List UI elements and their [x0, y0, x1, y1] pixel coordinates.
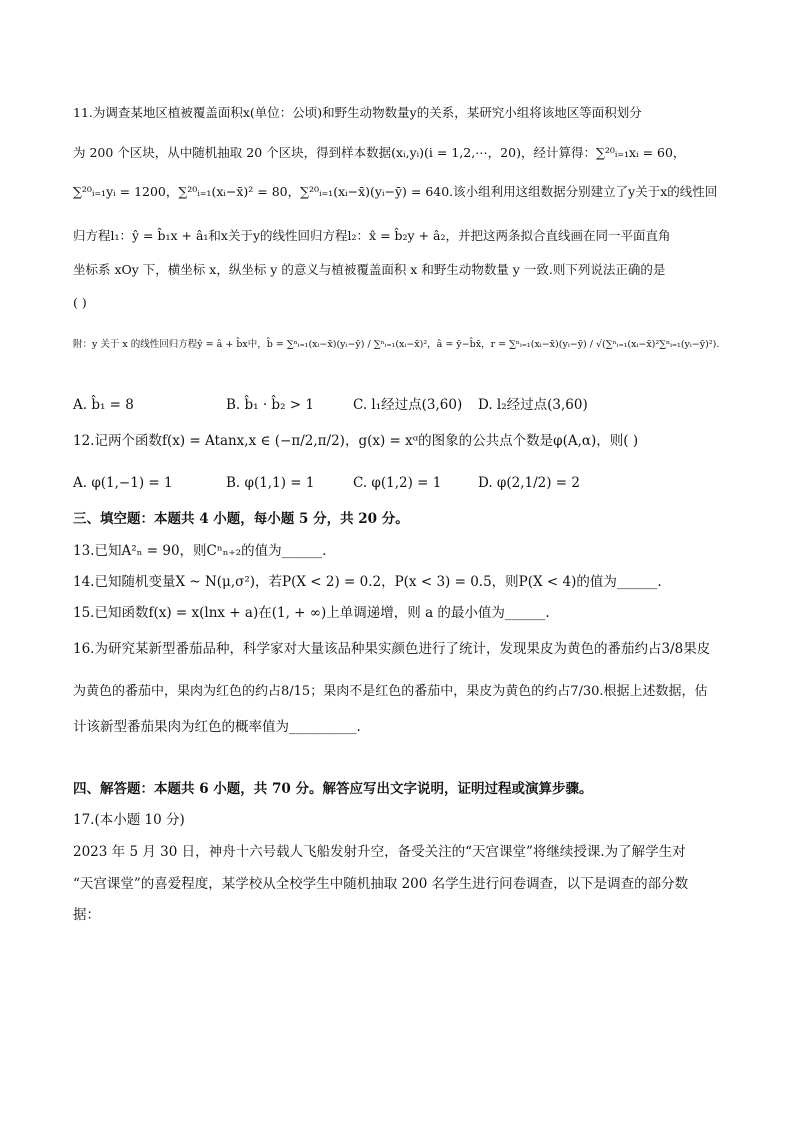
- q12-option-a[interactable]: A. φ(1,−1) = 1: [73, 475, 173, 491]
- section-4-title: 四、解答题：本题共 6 小题，共 70 分。解答应写出文字说明，证明过程或演算步骤。: [73, 781, 593, 797]
- question-16-line-1: 16.为研究某新型番茄品种，科学家对大量该品种果实颜色进行了统计，发现果皮为黄色的番茄约占3/8果皮: [73, 641, 711, 657]
- question-17-line-2: “天宫课堂”的喜爱程度，某学校从全校学生中随机抽取 200 名学生进行问卷调查，以下是调查的部分数: [73, 876, 689, 892]
- q12-options: [73, 474, 733, 492]
- question-13: 13.已知A²ₙ = 90，则Cⁿₙ₊₂的值为______.: [73, 543, 327, 559]
- q11-option-b[interactable]: B. b̂₁ · b̂₂ > 1: [226, 397, 314, 413]
- question-17-heading: 17.(本小题 10 分): [73, 812, 185, 828]
- question-15: 15.已知函数f(x) = x(lnx + a)在(1, + ∞)上单调递增，则 a 的最小值为______.: [73, 605, 550, 621]
- q12-option-b[interactable]: B. φ(1,1) = 1: [226, 475, 315, 491]
- q12-option-c[interactable]: C. φ(1,2) = 1: [353, 475, 442, 491]
- q11-option-d[interactable]: D. l₂经过点(3,60): [478, 397, 588, 413]
- q11-option-a[interactable]: A. b̂₁ = 8: [73, 397, 134, 413]
- question-16-line-2: 为黄色的番茄中，果肉为红色的约占8/15；果肉不是红色的番茄中，果皮为黄色的约占7/30.根据上述数据，估: [73, 684, 708, 699]
- q11-option-c[interactable]: C. l₁经过点(3,60): [353, 397, 463, 413]
- question-16-line-3: 计该新型番茄果肉为红色的概率值为__________.: [73, 719, 361, 735]
- question-11: [73, 104, 723, 310]
- question-14: 14.已知随机变量X ~ N(μ,σ²)，若P(X < 2) = 0.2，P(x < 3) = 0.5，则P(X < 4)的值为______.: [73, 574, 662, 590]
- q11-line-4: 归方程l₁：ŷ = b̂₁x + â₁和x关于y的线性回归方程l₂：x̂ = b̂₂y + â₂，并把这两条拟合直线画在同一平面直角: [73, 228, 671, 243]
- q11-line-2: 为 200 个区块，从中随机抽取 20 个区块，得到样本数据(xᵢ,yᵢ)(i = 1,2,⋯，20)，经计算得：∑²⁰ᵢ₌₁xᵢ = 60，: [73, 145, 686, 160]
- section-3-title: 三、填空题：本题共 4 小题，每小题 5 分，共 20 分。: [73, 511, 409, 527]
- question-12-stem: 12.记两个函数f(x) = Atanx,x ∈ (−π/2,π/2)，g(x) = xᵅ的图象的公共点个数是φ(A,α)，则( ): [73, 433, 639, 449]
- q12-option-d[interactable]: D. φ(2,1/2) = 2: [478, 475, 581, 491]
- q11-line-1: 11.为调查某地区植被覆盖面积x(单位：公顷)和野生动物数量y的关系，某研究小组将该地区等面积划分: [73, 105, 642, 120]
- question-17-line-1: 2023 年 5 月 30 日，神舟十六号载人飞船发射升空，备受关注的“天宫课堂”将继续授课.为了解学生对: [73, 844, 686, 860]
- q11-line-3: ∑²⁰ᵢ₌₁yᵢ = 1200，∑²⁰ᵢ₌₁(xᵢ−x̄)² = 80，∑²⁰ᵢ₌₁(xᵢ−x̄)(yᵢ−ȳ) = 640.该小组利用这组数据分别建立了y关于x的线性回: [73, 184, 718, 199]
- question-17-line-3: 据：: [73, 907, 100, 923]
- q11-options: [73, 396, 733, 414]
- q11-appendix: 附：y 关于 x 的线性回归方程ŷ = â + b̂x中，b̂ = ∑ⁿᵢ₌₁(xᵢ−x̄)(yᵢ−ȳ) / ∑ⁿᵢ₌₁(xᵢ−x̄)²，â = ȳ−b̂x̄，r = ∑ⁿᵢ₌₁(xᵢ−x̄)(yᵢ−ȳ) / √(∑ⁿᵢ₌₁(xᵢ−x̄)²∑ⁿᵢ₌₁(yᵢ−ȳ)²).: [73, 339, 720, 350]
- q11-line-5: 坐标系 xOy 下，横坐标 x，纵坐标 y 的意义与植被覆盖面积 x 和野生动物数量 y 一致.则下列说法正确的是: [73, 262, 666, 277]
- q11-line-6: ( ): [73, 295, 87, 310]
